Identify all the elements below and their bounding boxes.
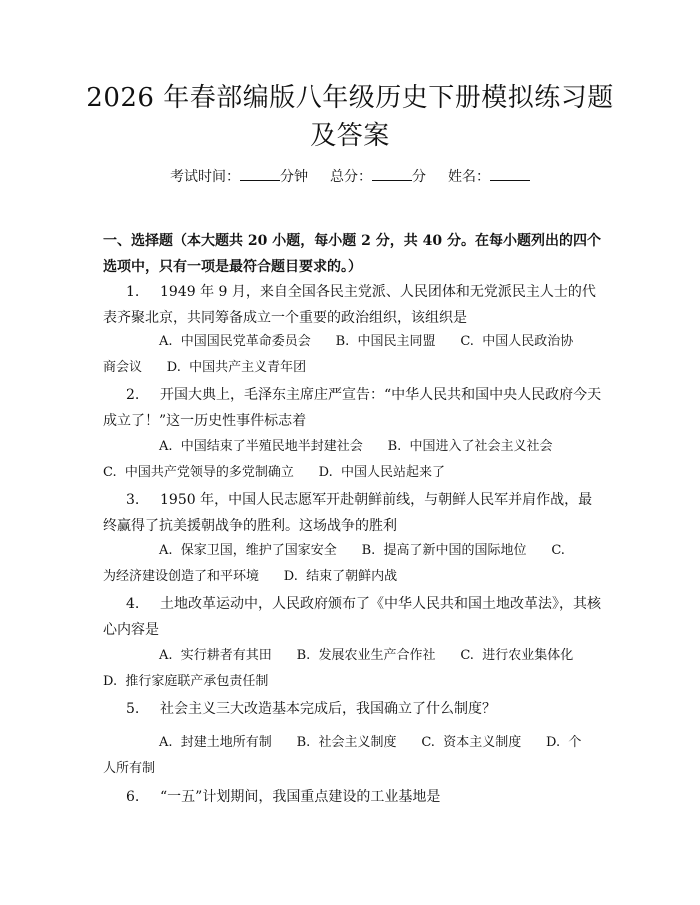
options-line: C. 中国共产党领导的多党制确立 D. 中国人民站起来了 bbox=[103, 465, 446, 480]
page-title-line2: 及答案 bbox=[310, 121, 390, 151]
time-label: 考试时间： bbox=[170, 169, 240, 185]
question-text: 土地改革运动中，人民政府颁布了《中华人民共和国土地改革法》，其核心内容是 bbox=[103, 596, 601, 638]
question-stem bbox=[103, 784, 603, 810]
score-blank bbox=[372, 166, 412, 181]
score-unit: 分 bbox=[412, 169, 426, 185]
question-options bbox=[103, 730, 603, 782]
question-stem bbox=[103, 591, 603, 643]
options-line: 人所有制 bbox=[103, 761, 156, 776]
exam-meta bbox=[0, 166, 700, 188]
question-number: 3. bbox=[126, 492, 140, 508]
options-line: D. 推行家庭联产承包责任制 bbox=[103, 674, 269, 689]
question-options bbox=[103, 643, 603, 695]
question-options bbox=[103, 538, 603, 590]
name-label: 姓名： bbox=[448, 169, 490, 185]
question-number: 2. bbox=[126, 387, 140, 403]
question-number: 6. bbox=[126, 789, 140, 805]
question-text: 社会主义三大改造基本完成后，我国确立了什么制度？ bbox=[160, 701, 496, 717]
question-stem bbox=[103, 382, 603, 434]
section-heading: 一、选择题（本大题共 20 小题，每小题 2 分，共 40 分。在每小题列出的四个选项中，只有一项是最符合题目要求的。） bbox=[103, 233, 601, 275]
question-number: 4. bbox=[126, 596, 140, 612]
question-text: 1949 年 9 月，来自全国各民主党派、人民团体和无党派民主人士的代表齐聚北京，共同筹备成立一个重要的政治组织，该组织是 bbox=[103, 284, 596, 326]
question-stem bbox=[103, 279, 603, 331]
time-unit: 分钟 bbox=[280, 169, 308, 185]
options-line: A. 中国国民党革命委员会 B. 中国民主同盟 C. 中国人民政治协 bbox=[159, 334, 574, 349]
options-line: A. 实行耕者有其田 B. 发展农业生产合作社 C. 进行农业集体化 bbox=[159, 648, 574, 663]
question-stem bbox=[103, 487, 603, 539]
name-blank bbox=[490, 166, 530, 181]
options-line: A. 保家卫国，维护了国家安全 B. 提高了新中国的国际地位 C. bbox=[159, 543, 565, 558]
options-line: 商会议 D. 中国共产主义青年团 bbox=[103, 360, 307, 375]
question-text: 开国大典上，毛泽东主席庄严宣告：“中华人民共和国中央人民政府今天成立了！”这一历史性事件标志着 bbox=[103, 387, 602, 429]
page-title-line1: 2026 年春部编版八年级历史下册模拟练习题 bbox=[86, 83, 614, 113]
question-options bbox=[103, 329, 603, 381]
time-blank bbox=[240, 166, 280, 181]
question-number: 5. bbox=[126, 701, 140, 717]
question-text: 1950 年，中国人民志愿军开赴朝鲜前线，与朝鲜人民军并肩作战，最终赢得了抗美援朝战争的胜利。这场战争的胜利 bbox=[103, 492, 593, 534]
question-options bbox=[103, 434, 603, 486]
options-line: 为经济建设创造了和平环境 D. 结束了朝鲜内战 bbox=[103, 569, 398, 584]
score-label: 总分： bbox=[330, 169, 372, 185]
question-text: “一五”计划期间，我国重点建设的工业基地是 bbox=[160, 789, 441, 805]
options-line: A. 中国结束了半殖民地半封建社会 B. 中国进入了社会主义社会 bbox=[159, 439, 553, 454]
question-number: 1. bbox=[126, 284, 140, 300]
question-stem bbox=[103, 696, 603, 722]
options-line: A. 封建土地所有制 B. 社会主义制度 C. 资本主义制度 D. 个 bbox=[159, 735, 582, 750]
